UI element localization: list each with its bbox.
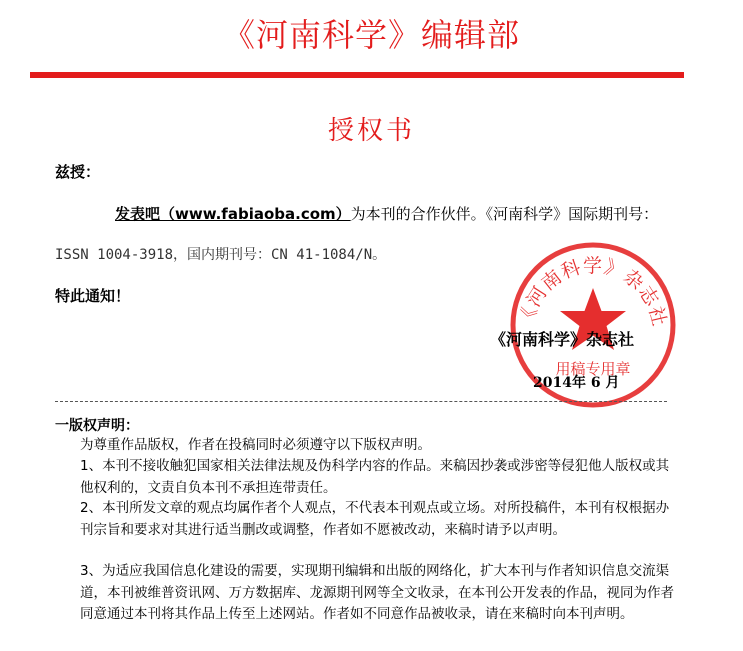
copyright-clause-1: 1、本刊不接收触犯国家相关法律法规及伪科学内容的作品。来稿因抄袭或涉密等侵犯他人版权或其他权利的，文责自负本刊不承担连带责任。: [80, 458, 670, 496]
issn-line: ISSN 1004-3918，国内期刊号：CN 41-1084/N。: [55, 247, 387, 263]
journal-header-title: 《河南科学》编辑部: [222, 16, 520, 54]
signature-date: 2014年 6 月: [533, 375, 620, 391]
addressee-label: 兹授：: [55, 163, 101, 181]
seal-ring-text: 《河南科学》杂志社: [515, 255, 671, 330]
partner-link[interactable]: 发表吧（www.fabiaoba.com）: [115, 205, 351, 223]
authorization-line-1: [115, 203, 658, 224]
copyright-clause-3: 3、为适应我国信息化建设的需要，实现期刊编辑和出版的网络化，扩大本刊与作者知识信息交流渠道，本刊被维普资讯网、万方数据库、龙源期刊网等全文收录，在本刊公开发表的作品，视同为作者同意通过本刊将其作品上传至上述网站。作者如不同意作品被收录，请在来稿时向本刊声明。: [80, 563, 674, 622]
special-notice: 特此通知！: [55, 287, 131, 305]
seal-bottom-text: 用稿专用章: [555, 360, 631, 378]
authorization-line-1-text: 为本刊的合作伙伴。《河南科学》国际期刊号：: [350, 205, 659, 223]
document-title: 授权书: [327, 116, 415, 146]
copyright-intro: 为尊重作品版权，作者在投稿同时必须遵守以下版权声明。: [80, 437, 431, 453]
signature-organization: 《河南科学》杂志社: [490, 330, 635, 349]
section-divider: [55, 401, 667, 402]
copyright-title: 一版权声明：: [55, 418, 139, 434]
header-rule: [30, 72, 684, 78]
copyright-clause-2: 2、本刊所发文章的观点均属作者个人观点，不代表本刊观点或立场。对所投稿件，本刊有权根据办刊宗旨和要求对其进行适当删改或调整，作者如不愿被改动，来稿时请予以声明。: [80, 500, 670, 538]
